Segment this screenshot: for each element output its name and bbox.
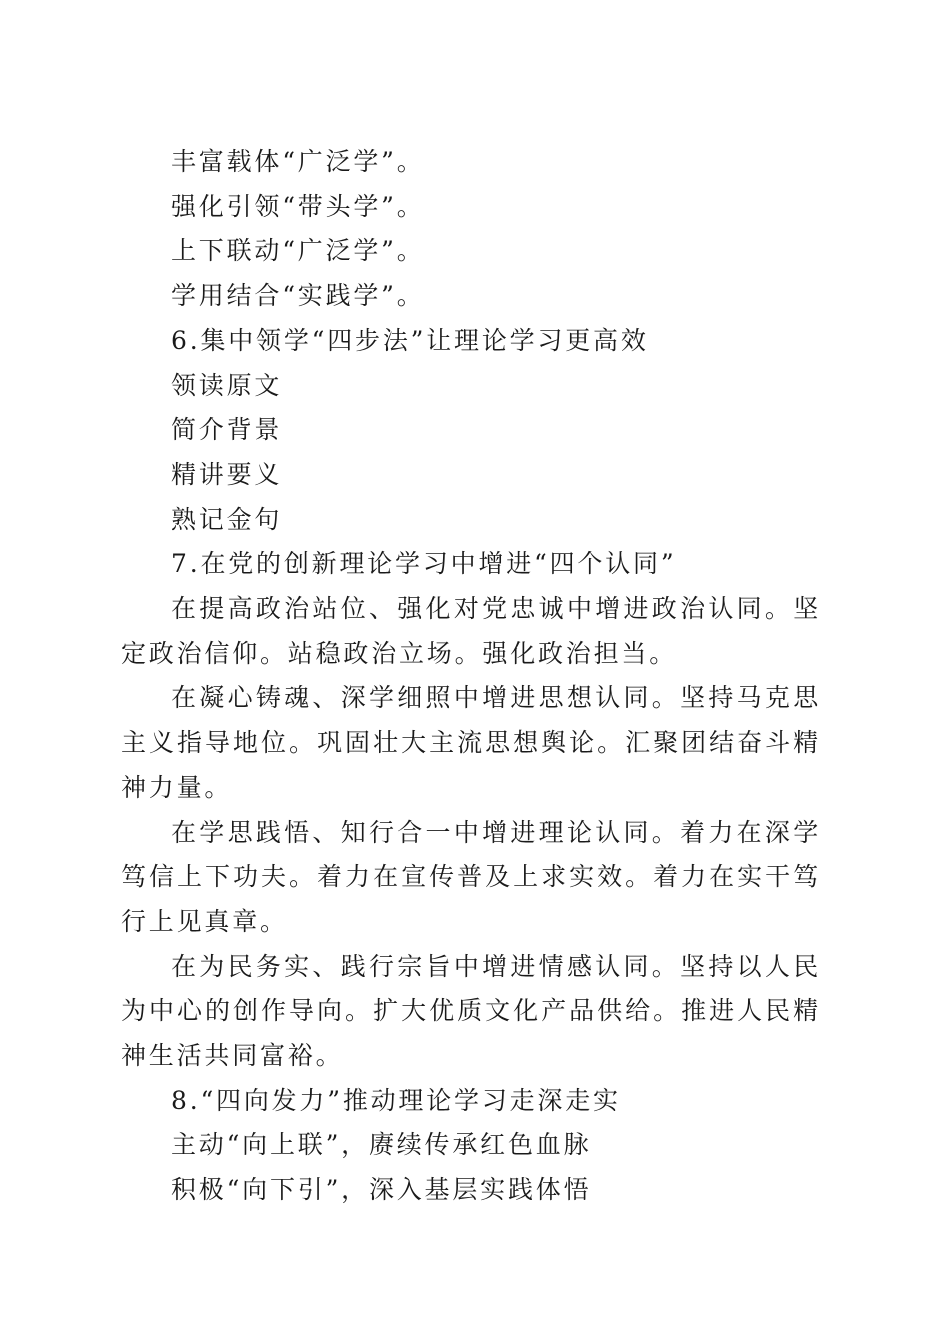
text-line: 强化引领“带头学”。: [171, 191, 425, 221]
text-line: 主动“向上联”，赓续传承红色血脉: [171, 1130, 592, 1160]
paragraph: 在凝心铸魂、深学细照中增进思想认同。坚持马克思主义指导地位。巩固壮大主流思想舆论。汇聚团结奋斗精神力量。: [121, 683, 821, 802]
section-heading-8: 8.“四向发力”推动理论学习走深走实: [171, 1085, 621, 1115]
text-line: 简介背景: [171, 415, 283, 445]
paragraph: 在提高政治站位、强化对党忠诚中增进政治认同。坚定政治信仰。站稳政治立场。强化政治担当。: [121, 594, 821, 668]
paragraph: 在为民务实、践行宗旨中增进情感认同。坚持以人民为中心的创作导向。扩大优质文化产品供给。推进人民精神生活共同富裕。: [121, 951, 821, 1071]
section-heading-6: 6.集中领学“四步法”让理论学习更高效: [171, 325, 649, 355]
text-line: 熟记金句: [171, 504, 283, 534]
text-line: 上下联动“广泛学”。: [171, 236, 425, 266]
document-body: [121, 140, 821, 1213]
text-line: 丰富载体“广泛学”。: [171, 147, 425, 176]
text-line: 学用结合“实践学”。: [171, 281, 425, 311]
paragraph: 在学思践悟、知行合一中增进理论认同。着力在深学笃信上下功夫。着力在宣传普及上求实效。着力在实干笃行上见真章。: [121, 817, 821, 936]
section-heading-7: 7.在党的创新理论学习中增进“四个认同”: [171, 549, 677, 579]
text-line: 积极“向下引”，深入基层实践体悟: [171, 1175, 592, 1205]
text-line: 精讲要义: [171, 459, 283, 489]
text-line: 领读原文: [171, 370, 283, 400]
